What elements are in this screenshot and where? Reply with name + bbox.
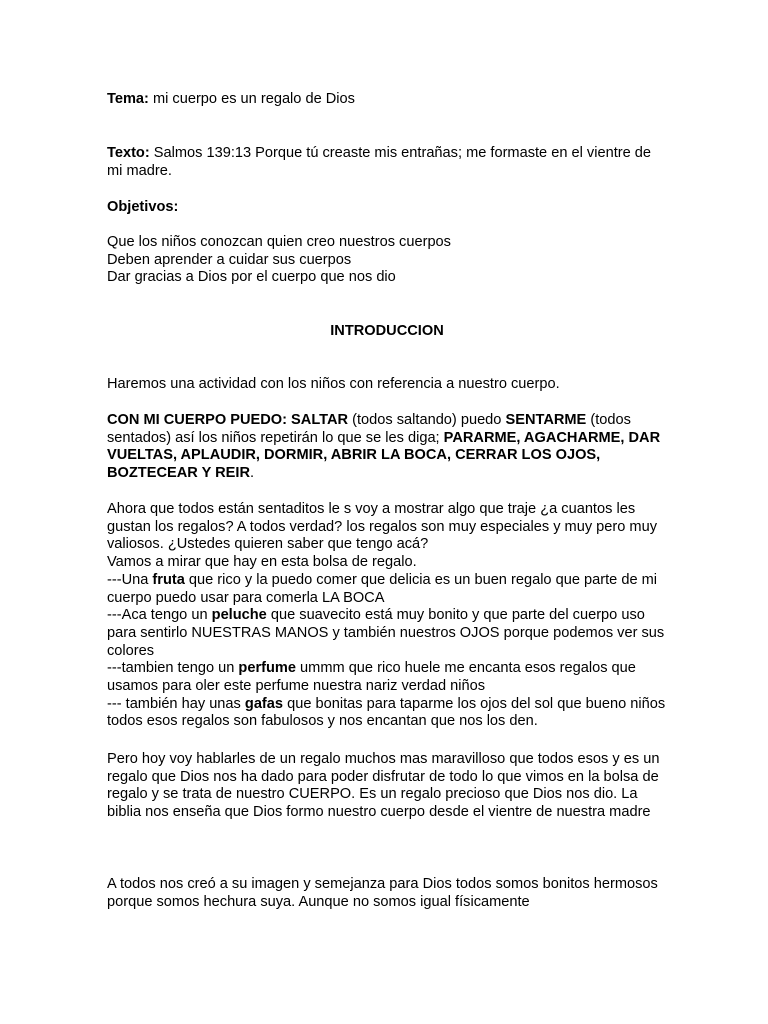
- bold-text: perfume: [238, 660, 296, 677]
- bold-text: CON MI CUERPO PUEDO: SALTAR: [107, 412, 349, 428]
- objetivos-heading: [107, 199, 667, 217]
- objetivo-item: Dar gracias a Dios por el cuerpo que nos dio: [107, 269, 396, 286]
- text-span: que bonitas para taparme los ojos del sol que bueno niños todos esos regalos son fabulosos y nos encantan que nos los den.: [107, 695, 666, 730]
- objetivo-item: Que los niños conozcan quien creo nuestros cuerpos: [107, 234, 451, 250]
- tema-line: [107, 91, 667, 109]
- text-span: (todos saltando) puedo: [348, 412, 506, 428]
- bold-text: gafas: [244, 695, 284, 712]
- text-span: ---Una: [107, 571, 153, 588]
- texto-label: Texto:: [107, 145, 150, 161]
- bolsa-line: Vamos a mirar que hay en esta bolsa de regalo.: [107, 554, 417, 571]
- intro-paragraph-5: A todos nos creó a su imagen y semejanza para Dios todos somos bonitos hermosos porque somos hechura suya. Aunque no somos igual físicamente: [107, 876, 658, 910]
- text-span: ---tambien tengo un: [107, 660, 239, 677]
- texto-text: Salmos 139:13 Porque tú creaste mis entrañas; me formaste en el vientre de mi madre.: [107, 145, 652, 179]
- regalos-intro-text: Ahora que todos están sentaditos le s voy a mostrar algo que traje ¿a cuantos les gustan los regalos? A todos verdad? los regalos son muy especiales y muy pero muy valiosos. ¿Ustedes quieren saber que tengo acá?: [107, 501, 658, 553]
- intro-paragraph-2: [107, 412, 667, 483]
- perfume-line: [107, 660, 667, 695]
- objetivo-item: Deben aprender a cuidar sus cuerpos: [107, 251, 352, 268]
- introduccion-heading: [107, 323, 667, 341]
- gafas-line: [107, 696, 667, 731]
- tema-label: Tema:: [107, 91, 149, 107]
- peluche-line: [107, 607, 667, 660]
- objetivos-list: [107, 234, 667, 287]
- bold-text: peluche: [211, 607, 267, 624]
- text-span: .: [250, 465, 255, 482]
- text-span: (todos sentados) así los niños repetirán lo que se les diga;: [107, 412, 631, 446]
- bold-text: SENTARME: [505, 412, 587, 428]
- bold-text: PARARME, AGACHARME, DAR VUELTAS, APLAUDIR, DORMIR, ABRIR LA BOCA, CERRAR LOS OJOS, BOZTECEAR Y REIR: [107, 429, 661, 482]
- intro-paragraph-1: Haremos una actividad con los niños con referencia a nuestro cuerpo.: [107, 376, 560, 392]
- intro-paragraph-4: Pero hoy voy hablarles de un regalo muchos mas maravilloso que todos esos y es un regalo que Dios nos ha dado para poder disfrutar de todo lo que vimos en la bolsa de regalo y se trata de nuestro CUERPO. Es un regalo precioso que Dios nos dio. La biblia nos enseña que Dios formo nuestro cuerpo desde el vientre de nuestra madre: [107, 751, 660, 821]
- text-span: que rico y la puedo comer que delicia es un buen regalo que parte de mi cuerpo puedo usar para comerla LA BOCA: [107, 571, 658, 606]
- tema-text: mi cuerpo es un regalo de Dios: [148, 91, 355, 107]
- fruta-line: [107, 572, 667, 607]
- introduccion-title: INTRODUCCION: [330, 323, 444, 339]
- text-span: ummm que rico huele me encanta esos regalos que usamos para oler este perfume nuestra nariz verdad niños: [107, 660, 636, 695]
- text-span: ---Aca tengo un: [107, 607, 212, 624]
- texto-paragraph: [107, 145, 667, 180]
- bold-text: fruta: [152, 571, 185, 588]
- objetivos-label: Objetivos:: [107, 199, 179, 215]
- intro-paragraph-3: [107, 501, 667, 731]
- text-span: --- también hay unas: [107, 695, 245, 712]
- text-span: que suavecito está muy bonito y que parte del cuerpo uso para sentirlo NUESTRAS MANOS y también nuestros OJOS porque podemos ver sus colores: [107, 607, 665, 659]
